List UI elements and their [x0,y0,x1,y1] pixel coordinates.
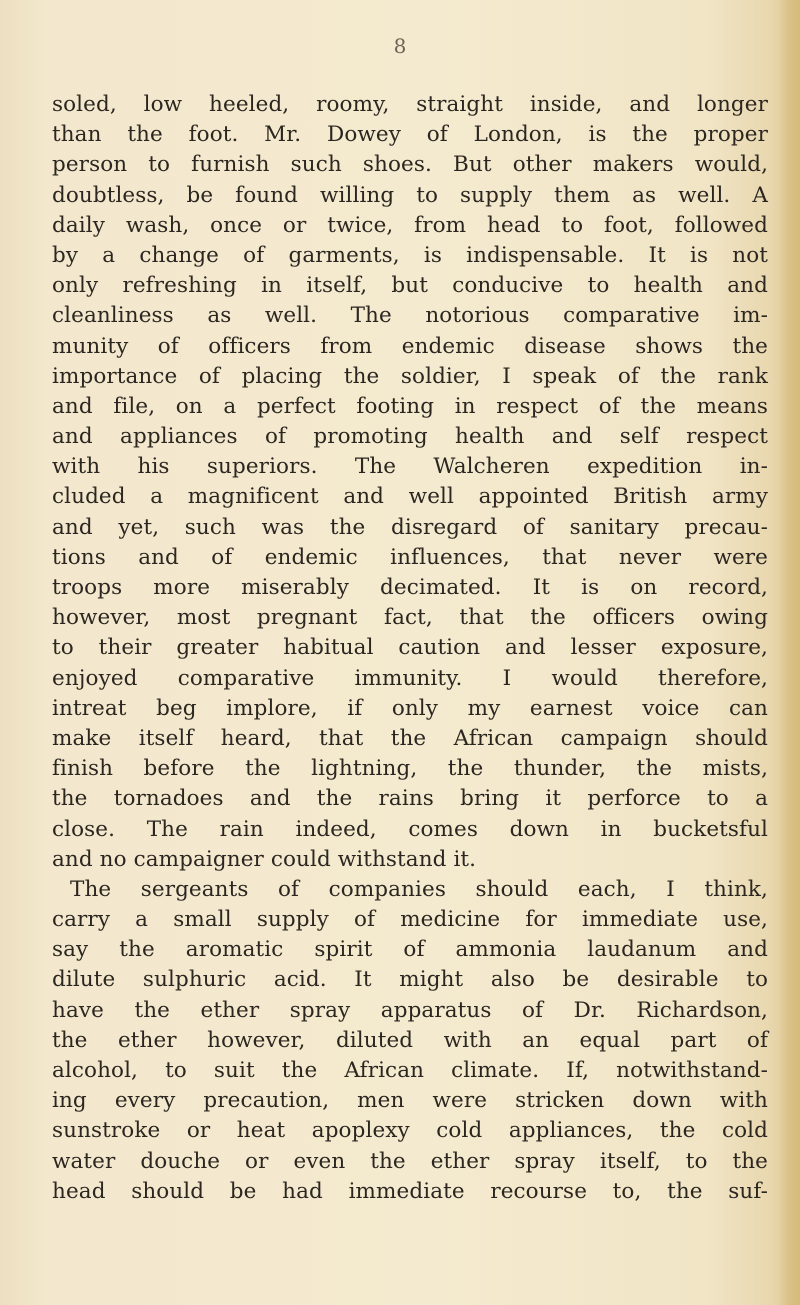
text-line: person to furnish such shoes. But other makers would, [52,152,768,178]
text-line: intreat beg implore, if only my earnest voice can [52,695,768,721]
text-line: head should be had immediate recourse to, the suf- [52,1178,768,1204]
text-line: finish before the lightning, the thunder, the mists, [52,756,768,782]
text-line: close. The rain indeed, comes down in bucketsful [52,816,768,842]
text-line-paragraph-end: and no campaigner could withstand it. [52,846,477,872]
text-line: than the foot. Mr. Dowey of London, is the proper [52,122,768,148]
text-line-paragraph-start: The sergeants of companies should each, I think, [70,876,768,902]
page-edge-shadow [778,0,800,1305]
text-line: importance of placing the soldier, I speak of the rank [52,363,768,389]
body-text [52,90,768,1207]
text-line: tions and of endemic influences, that never were [52,544,768,570]
text-line: say the aromatic spirit of ammonia laudanum and [52,937,768,963]
text-line: cleanliness as well. The notorious comparative im- [52,303,768,329]
text-line: and appliances of promoting health and self respect [52,424,768,450]
text-line: enjoyed comparative immunity. I would therefore, [52,665,768,691]
text-line: carry a small supply of medicine for immediate use, [52,907,768,933]
text-line: by a change of garments, is indispensable. It is not [52,242,768,268]
text-line: alcohol, to suit the African climate. If, notwithstand- [52,1058,768,1083]
text-line: to their greater habitual caution and lesser exposure, [52,635,768,661]
text-line: the tornadoes and the rains bring it perforce to a [52,786,768,812]
text-line: water douche or even the ether spray itself, to the [52,1148,768,1174]
text-line: make itself heard, that the African campaign should [52,725,768,751]
text-line: cluded a magnificent and well appointed British army [52,484,768,510]
text-line: and yet, such was the disregard of sanitary precau- [52,514,768,540]
text-line: only refreshing in itself, but conducive to health and [52,273,768,299]
text-line: dilute sulphuric acid. It might also be desirable to [52,967,768,993]
text-line: troops more miserably decimated. It is on record, [52,575,768,600]
text-line: sunstroke or heat apoplexy cold appliances, the cold [52,1118,768,1144]
text-line: with his superiors. The Walcheren expedition in- [52,454,768,480]
page-number: 8 [393,34,407,58]
text-line: ing every precaution, men were stricken down with [52,1088,768,1114]
text-line: doubtless, be found willing to supply them as well. A [52,182,768,208]
text-line: soled, low heeled, roomy, straight inside, and longer [52,92,768,117]
text-line: however, most pregnant fact, that the officers owing [52,605,768,631]
text-line: daily wash, once or twice, from head to foot, followed [52,212,768,238]
text-line: and file, on a perfect footing in respect of the means [52,393,768,419]
text-line: munity of officers from endemic disease shows the [52,333,768,359]
text-line: the ether however, diluted with an equal part of [52,1027,768,1053]
text-line: have the ether spray apparatus of Dr. Richardson, [52,997,768,1023]
